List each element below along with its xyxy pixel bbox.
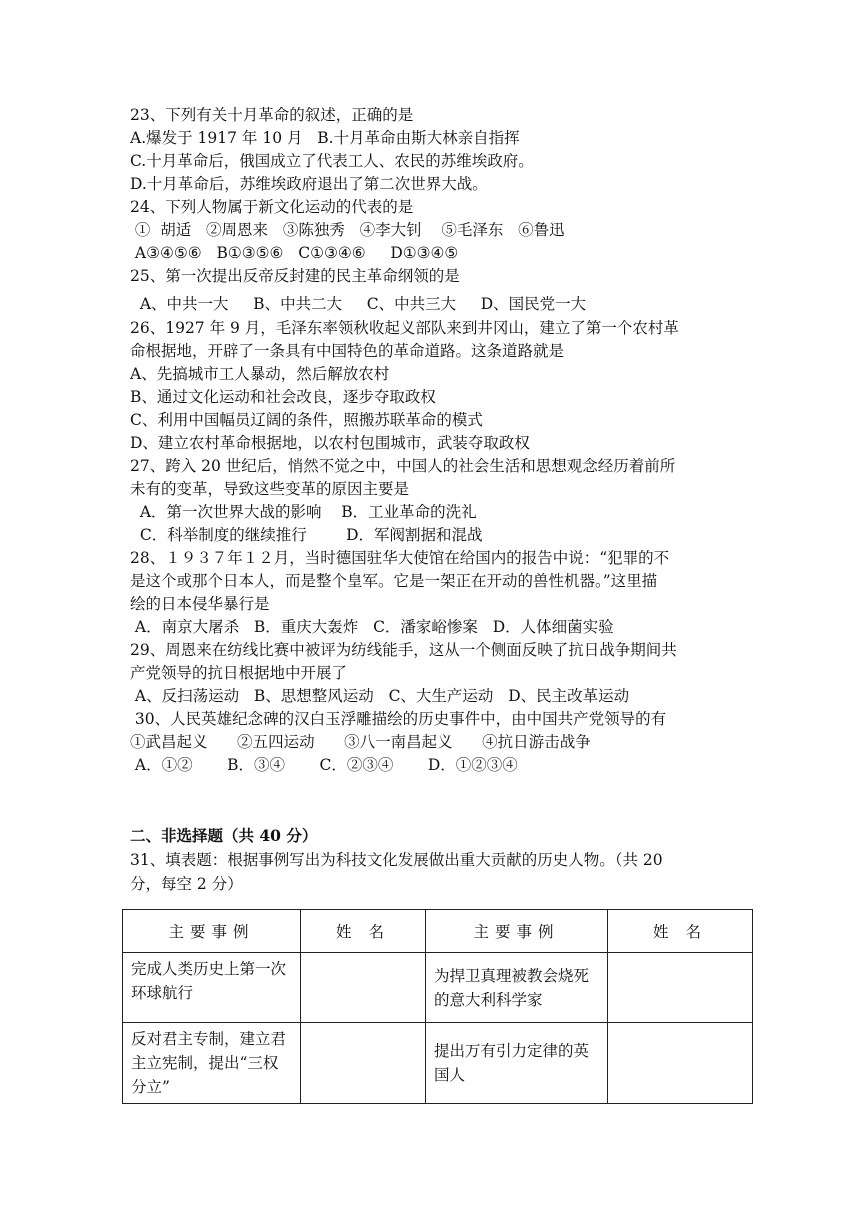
q30-options: A．①② B．③④ C．②③④ D．①②③④	[130, 756, 518, 774]
q28-stem-1: 28、１９３７年１２月，当时德国驻华大使馆在给国内的报告中说：“犯罪的不	[130, 549, 670, 567]
header-event-2: 主要事例	[426, 910, 608, 953]
answer-cell[interactable]	[608, 1023, 753, 1104]
q29-stem-1: 29、周恩来在纺线比赛中被评为纺线能手，这从一个侧面反映了抗日战争期间共	[130, 641, 677, 659]
q23-option-d: D.十月革命后，苏维埃政府退出了第二次世界大战。	[130, 175, 488, 193]
section-2-title: 二、非选择题（共 40 分）	[130, 826, 318, 845]
q25-stem: 25、第一次提出反帝反封建的民主革命纲领的是	[130, 267, 460, 285]
q23-option-c: C.十月革命后，俄国成立了代表工人、农民的苏维埃政府。	[130, 152, 534, 170]
q29-stem-2: 产党领导的抗日根据地中开展了	[130, 664, 348, 682]
q29-options: A、反扫荡运动 B、思想整风运动 C、大生产运动 D、民主改革运动	[130, 687, 630, 705]
fill-in-table	[122, 909, 753, 1104]
q26-stem-1: 26、1927 年 9 月，毛泽东率领秋收起义部队来到井冈山，建立了第一个农村革	[130, 319, 679, 337]
q27-stem-1: 27、跨入 20 世纪后，悄然不觉之中，中国人的社会生活和思想观念经历着前所	[130, 457, 676, 475]
answer-cell[interactable]	[608, 953, 753, 1023]
event-cell: 反对君主专制，建立君主立宪制，提出“三权分立”	[123, 1023, 301, 1104]
table-header-row	[123, 910, 753, 953]
q30-stem: 30、人民英雄纪念碑的汉白玉浮雕描绘的历史事件中，由中国共产党领导的有	[130, 710, 667, 728]
q31-stem-2: 分，每空 2 分）	[130, 875, 243, 893]
q26-stem-2: 命根据地，开辟了一条具有中国特色的革命道路。这条道路就是	[130, 342, 565, 360]
q27-options-ab: A．第一次世界大战的影响 B．工业革命的洗礼	[130, 503, 477, 521]
answer-cell[interactable]	[301, 1023, 426, 1104]
table-row	[123, 1023, 753, 1104]
q30-items: ①武昌起义 ②五四运动 ③八一南昌起义 ④抗日游击战争	[130, 733, 591, 751]
event-cell: 完成人类历史上第一次环球航行	[123, 953, 301, 1023]
q26-option-b: B、通过文化运动和社会改良，逐步夺取政权	[130, 388, 436, 406]
q26-option-a: A、先搞城市工人暴动，然后解放农村	[130, 365, 390, 383]
q24-options: A③④⑤⑥ B①③⑤⑥ C①③④⑥ D①③④⑤	[130, 244, 459, 262]
q26-option-c: C、利用中国幅员辽阔的条件，照搬苏联革命的模式	[130, 411, 483, 429]
header-name-2: 姓 名	[608, 910, 753, 953]
q23-option-ab: A.爆发于 1917 年 10 月 B.十月革命由斯大林亲自指挥	[130, 129, 520, 147]
q31-stem-1: 31、填表题：根据事例写出为科技文化发展做出重大贡献的历史人物。（共 20	[130, 851, 663, 869]
q28-options: A．南京大屠杀 B．重庆大轰炸 C．潘家峪惨案 D．人体细菌实验	[130, 618, 614, 636]
header-name-1: 姓 名	[301, 910, 426, 953]
table-row	[123, 953, 753, 1023]
q23-stem: 23、下列有关十月革命的叙述，正确的是	[130, 106, 414, 124]
event-cell: 提出万有引力定律的英国人	[426, 1023, 608, 1104]
q24-stem: 24、下列人物属于新文化运动的代表的是	[130, 198, 414, 216]
q28-stem-3: 绘的日本侵华暴行是	[130, 595, 270, 613]
q25-options: A、中共一大 B、中共二大 C、中共三大 D、国民党一大	[130, 295, 587, 313]
q27-stem-2: 未有的变革，导致这些变革的原因主要是	[130, 480, 410, 498]
q26-option-d: D、建立农村革命根据地，以农村包围城市，武装夺取政权	[130, 434, 530, 452]
header-event-1: 主要事例	[123, 910, 301, 953]
event-cell: 为捍卫真理被教会烧死的意大利科学家	[426, 953, 608, 1023]
q27-options-cd: C．科举制度的继续推行 D．军阀割据和混战	[130, 526, 483, 544]
q24-items: ① 胡适 ②周恩来 ③陈独秀 ④李大钊 ⑤毛泽东 ⑥鲁迅	[130, 221, 565, 239]
answer-cell[interactable]	[301, 953, 426, 1023]
q28-stem-2: 是这个或那个日本人，而是整个皇军。它是一架正在开动的兽性机器。”这里描	[130, 572, 658, 590]
